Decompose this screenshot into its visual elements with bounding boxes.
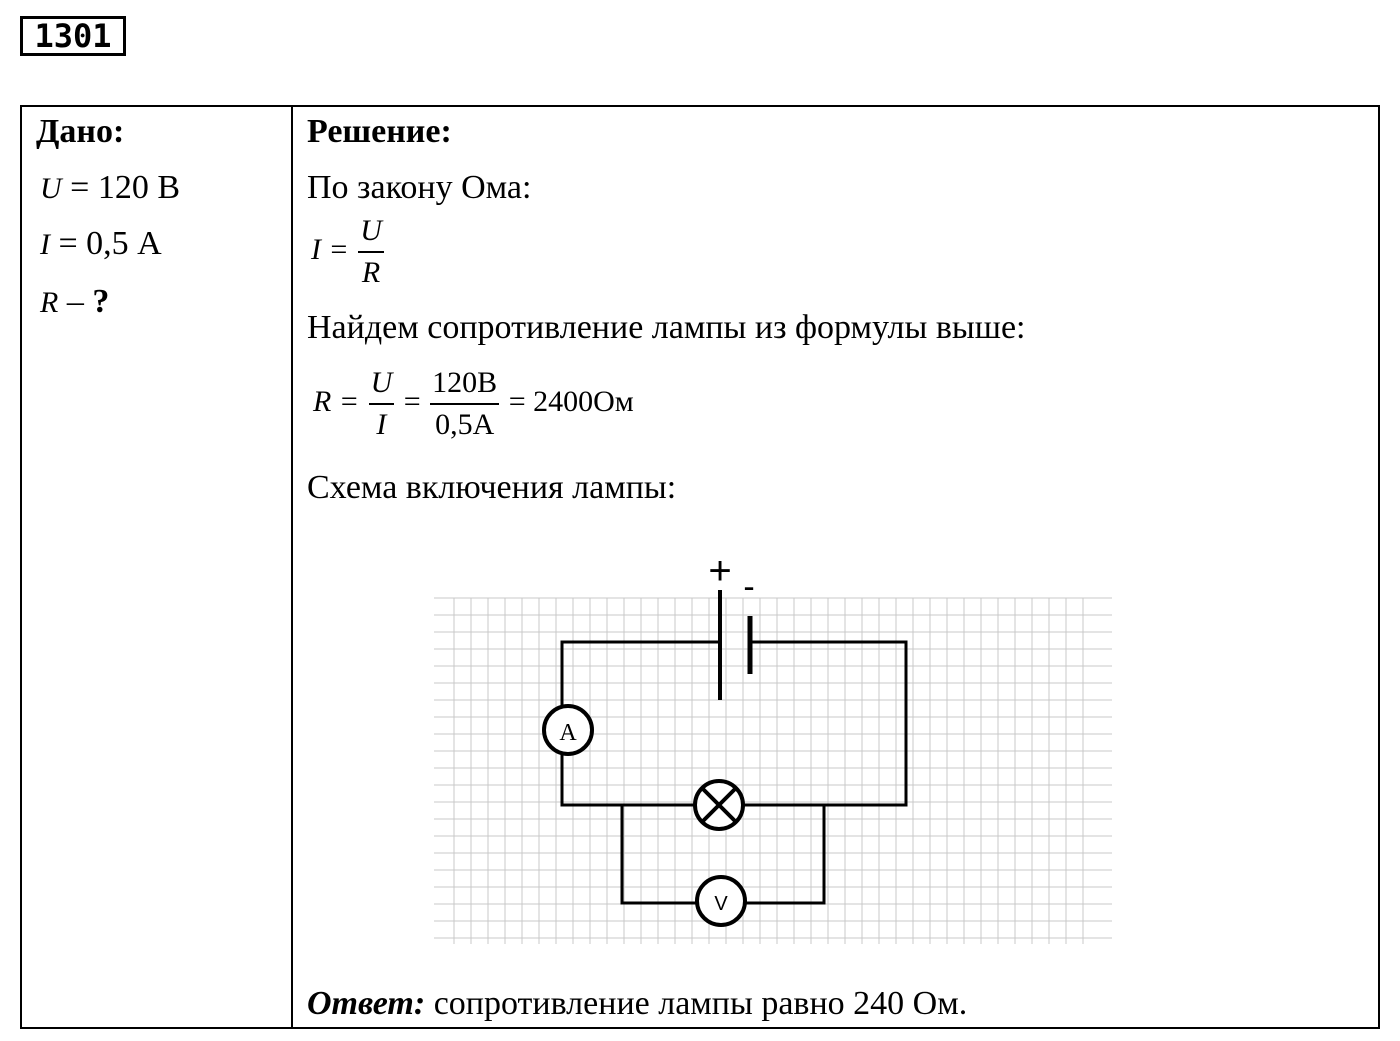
- formula2-frac1-denominator: I: [376, 408, 387, 441]
- problem-number: 1301: [20, 16, 126, 56]
- current-value: = 0,5 А: [50, 225, 162, 262]
- current-symbol: I: [40, 228, 50, 261]
- answer-line: [307, 985, 967, 1023]
- given-unknown: [40, 283, 109, 321]
- ammeter-label: A: [559, 720, 577, 746]
- formula2-frac2-denominator: 0,5A: [435, 408, 495, 441]
- wire-voltmeter-right: [746, 805, 824, 903]
- find-resistance-text: Найдем сопротивление лампы из формулы выше:: [307, 309, 1026, 346]
- formula2-lhs: R =: [313, 384, 360, 418]
- formula2-fraction2: [430, 363, 499, 445]
- formula2-result: = 2400Ом: [508, 384, 634, 418]
- given-heading: Дано:: [36, 113, 125, 150]
- unknown-dash: –: [58, 283, 93, 320]
- ohm-law-text: По закону Ома:: [307, 169, 532, 206]
- formula2-equals: =: [403, 384, 421, 418]
- graph-paper-grid: [434, 598, 1112, 944]
- circuit-wires: [562, 642, 906, 903]
- battery-plus-sign: +: [708, 549, 732, 593]
- wire-voltmeter-left: [622, 805, 696, 903]
- resistance-symbol: R: [40, 286, 59, 319]
- column-divider: [291, 107, 293, 1027]
- formula1-fraction: [358, 211, 384, 293]
- given-voltage: [40, 169, 180, 207]
- formula2-frac1-numerator: U: [369, 363, 395, 405]
- ohm-law-formula: [311, 211, 386, 293]
- solution-heading: Решение:: [307, 113, 452, 150]
- lamp: [695, 781, 743, 829]
- formula1-denominator: R: [361, 256, 381, 289]
- voltage-symbol: U: [40, 172, 62, 205]
- voltmeter-label: V: [714, 893, 728, 915]
- formula1-lhs: I =: [311, 232, 349, 266]
- formula1-numerator: U: [358, 211, 384, 253]
- answer-label: Ответ:: [307, 985, 426, 1022]
- circuit-diagram: [412, 548, 1132, 968]
- question-mark: ?: [92, 283, 110, 320]
- resistance-formula: [313, 363, 634, 445]
- answer-text: сопротивление лампы равно 240 Ом.: [425, 985, 968, 1022]
- given-current: [40, 225, 162, 263]
- voltmeter: [697, 877, 745, 925]
- voltage-value: = 120 В: [61, 169, 181, 206]
- formula2-fraction1: [369, 363, 395, 445]
- battery-minus-sign: -: [743, 568, 755, 606]
- ammeter: [544, 706, 592, 754]
- scheme-text: Схема включения лампы:: [307, 469, 677, 506]
- formula2-frac2-numerator: 120B: [430, 363, 499, 405]
